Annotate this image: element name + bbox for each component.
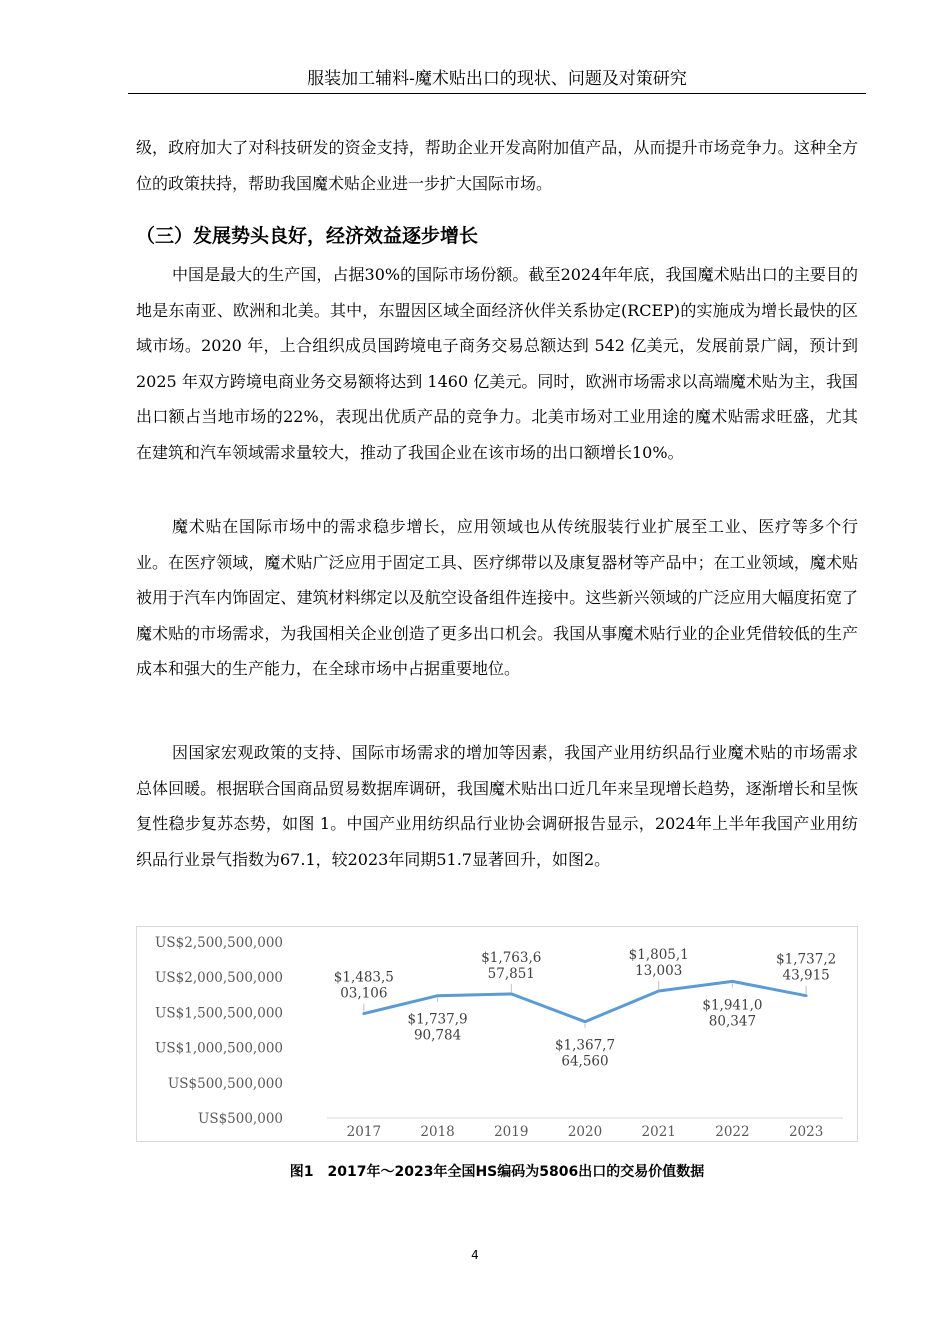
paragraph-3: 因国家宏观政策的支持、国际市场需求的增加等因素，我国产业用纺织品行业魔术贴的市场需求总体回暖。根据联合国商品贸易数据库调研，我国魔术贴出口近几年来呈现增长趋势，逐渐增长和呈恢复性稳步复苏态势，如图 1。中国产业用纺织品行业协会调研报告显示，2024年上半年我国产业用纺织品行业景气指数为67.1，较2023年同期51.7显著回升，如图2。 bbox=[136, 743, 858, 869]
x-tick-label: 2020 bbox=[567, 1124, 603, 1140]
data-label: $1,737,9 90,784 bbox=[407, 1011, 468, 1044]
data-label: $1,737,2 43,915 bbox=[776, 951, 837, 984]
running-header: 服装加工辅料-魔术贴出口的现状、问题及对策研究 bbox=[128, 68, 866, 94]
paragraph-1: 中国是最大的生产国，占据30%的国际市场份额。截至2024年年底，我国魔术贴出口的主要目的地是东南亚、欧洲和北美。其中，东盟因区域全面经济伙伴关系协定(RCEP)的实施成为增长最快的区域市场。2020 年，上合组织成员国跨境电子商务交易总额达到 542 亿美元，发展前景广阔，预计到 2025 年双方跨境电商业务交易额将达到 1460 亿美元。同时，欧洲市场需求以高端魔术贴为主，我国出口额占当地市场的22%，表现出优质产品的竞争力。北美市场对工业用途的魔术贴需求旺盛，尤其在建筑和汽车领域需求量较大，推动了我国企业在该市场的出口额增长10%。 bbox=[136, 265, 858, 462]
export-value-line-chart bbox=[136, 926, 858, 1142]
y-tick-label: US$1,000,500,000 bbox=[155, 1040, 283, 1057]
x-tick-label: 2021 bbox=[641, 1124, 676, 1140]
x-tick-label: 2018 bbox=[420, 1124, 455, 1140]
data-label: $1,763,6 57,851 bbox=[481, 949, 542, 982]
y-tick-label: US$1,500,500,000 bbox=[155, 1005, 283, 1022]
data-label: $1,367,7 64,560 bbox=[554, 1037, 616, 1070]
data-label: $1,483,5 03,106 bbox=[333, 969, 394, 1002]
page-number: 4 bbox=[471, 1248, 479, 1262]
y-tick-label: US$500,000 bbox=[197, 1111, 283, 1127]
y-tick-label: US$2,500,500,000 bbox=[155, 935, 283, 951]
y-tick-label: US$2,000,500,000 bbox=[155, 970, 283, 987]
x-tick-label: 2023 bbox=[788, 1124, 824, 1140]
y-tick-label: US$500,500,000 bbox=[167, 1075, 283, 1092]
chart-canvas bbox=[137, 927, 857, 1141]
data-label: $1,805,1 13,003 bbox=[628, 946, 689, 979]
x-tick-label: 2017 bbox=[346, 1124, 382, 1140]
section-title: （三）发展势头良好，经济效益逐步增长 bbox=[136, 225, 479, 247]
x-tick-label: 2019 bbox=[494, 1124, 529, 1140]
x-tick-label: 2022 bbox=[715, 1124, 750, 1140]
paragraph-2: 魔术贴在国际市场中的需求稳步增长，应用领域也从传统服装行业扩展至工业、医疗等多个行业。在医疗领域，魔术贴广泛应用于固定工具、医疗绑带以及康复器材等产品中；在工业领域，魔术贴被用于汽车内饰固定、建筑材料绑定以及航空设备组件连接中。这些新兴领域的广泛应用大幅度拓宽了魔术贴的市场需求，为我国相关企业创造了更多出口机会。我国从事魔术贴行业的企业凭借较低的生产成本和强大的生产能力，在全球市场中占据重要地位。 bbox=[136, 517, 858, 679]
figure-caption: 图1 2017年～2023年全国HS编码为5806出口的交易价值数据 bbox=[289, 1164, 705, 1180]
data-label: $1,941,0 80,347 bbox=[702, 997, 763, 1030]
intro-paragraph: 级，政府加大了对科技研发的资金支持，帮助企业开发高附加值产品，从而提升市场竞争力。这种全方位的政策扶持，帮助我国魔术贴企业进一步扩大国际市场。 bbox=[136, 138, 858, 193]
